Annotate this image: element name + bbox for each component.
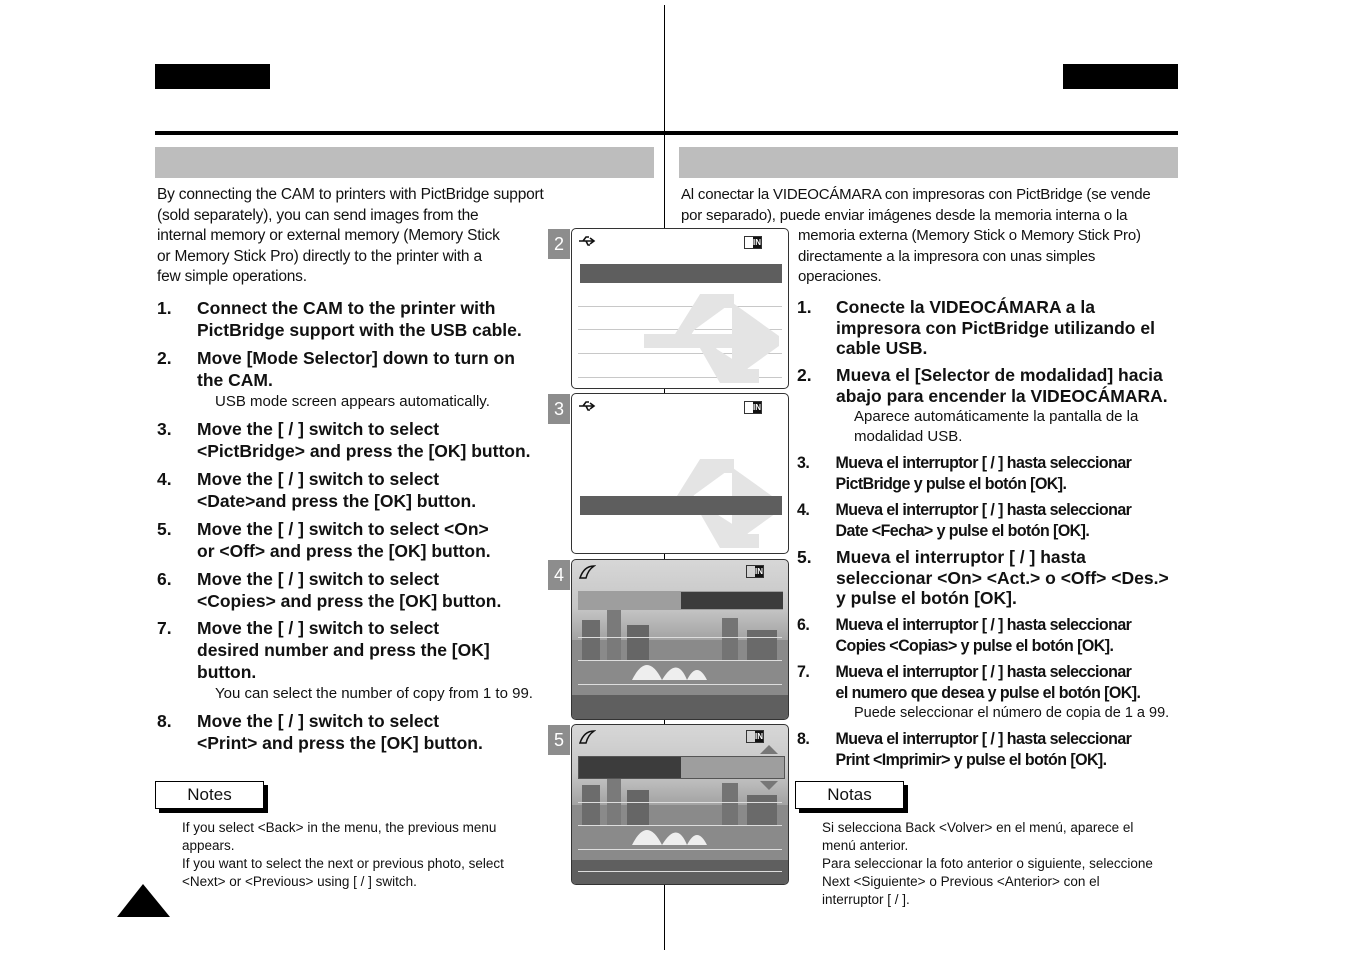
step-6-en <box>157 568 547 614</box>
notes-label-en: Notes <box>155 781 264 809</box>
usb-icon <box>578 400 596 412</box>
step-line: Move the [ / ] switch to select <box>197 569 440 589</box>
step-line: the CAM. <box>197 370 273 390</box>
step-6-es <box>797 615 1182 657</box>
step-line: <Copies> and press the [OK] button. <box>197 591 502 611</box>
step-number: 6. <box>157 569 172 589</box>
step-line: Mueva el interruptor [ / ] hasta seleccionar <box>835 729 1132 748</box>
memory-badge: IN <box>753 403 761 412</box>
step-line: Mueva el interruptor [ / ] hasta seleccionar <box>835 662 1132 681</box>
memory-badge: IN <box>753 238 761 247</box>
step-number: 3. <box>157 419 172 439</box>
notes-line: appears. <box>182 838 235 853</box>
header-language-bar-left <box>155 64 270 89</box>
intro-line: Al conectar la VIDEOCÁMARA con impresoras con PictBridge (se vende <box>681 186 1151 203</box>
step-line: <Print> and press the [OK] button. <box>197 733 483 753</box>
step-line: Mueva el interruptor [ / ] hasta seleccionar <box>835 500 1132 519</box>
notes-text-es <box>822 819 1182 909</box>
step-line: Move the [ / ] switch to select <On> <box>197 519 489 539</box>
step-3-es <box>797 453 1182 495</box>
internal-memory-icon <box>744 401 762 414</box>
screen-number-tag: 2 <box>548 229 570 259</box>
step-line: cable USB. <box>836 338 928 358</box>
step-line: <PictBridge> and press the [OK] button. <box>197 441 531 461</box>
memory-badge: IN <box>755 567 763 576</box>
notes-line: If you want to select the next or previous photo, select <box>182 856 504 871</box>
step-number: 2. <box>157 348 172 368</box>
step-number: 1. <box>157 298 172 318</box>
notes-label-es: Notas <box>795 781 904 809</box>
step-2-note-en: USB mode screen appears automatically. <box>215 393 490 410</box>
step-line: Move the [ / ] switch to select <box>197 469 440 489</box>
up-arrow-icon <box>760 745 778 754</box>
notes-line: Si selecciona Back <Volver> en el menú, aparece el <box>822 820 1134 835</box>
step-number: 7. <box>157 618 172 638</box>
step-number: 8. <box>797 729 810 748</box>
pictbridge-icon <box>578 729 596 745</box>
memory-badge: IN <box>755 732 763 741</box>
lcd-screen-pictbridge-select <box>571 393 789 554</box>
step-number: 2. <box>797 365 812 385</box>
intro-line: or Memory Stick Pro) directly to the printer with a <box>157 247 482 265</box>
notes-line: <Next> or <Previous> using [ / ] switch. <box>182 874 417 889</box>
step-line: PictBridge y pulse el botón [OK]. <box>835 473 1067 493</box>
lcd-screen-print-menu-date <box>571 559 789 720</box>
step-line: Move the [ / ] switch to select <box>197 618 440 638</box>
step-number: 8. <box>157 711 172 731</box>
step-8-es <box>797 729 1182 771</box>
step-line: Copies <Copias> y pulse el botón [OK]. <box>835 635 1114 655</box>
step-number: 5. <box>157 519 172 539</box>
step-line: Move the [ / ] switch to select <box>197 419 440 439</box>
screen-number-tag: 3 <box>548 394 570 424</box>
internal-memory-icon <box>746 565 764 578</box>
step-number: 1. <box>797 297 812 317</box>
step-7-es <box>797 662 1182 704</box>
step-7-note-en: You can select the number of copy from 1 to 99. <box>215 685 533 702</box>
step-line: y pulse el botón [OK]. <box>836 588 1017 608</box>
intro-text-es <box>681 185 1181 288</box>
step-number: 3. <box>797 453 810 472</box>
section-title-bar-right <box>679 147 1178 178</box>
menu-label-highlight <box>579 757 681 778</box>
step-2-es <box>797 365 1187 407</box>
intro-text-en <box>157 185 577 288</box>
step-number: 5. <box>797 547 812 567</box>
intro-line: memoria externa (Memory Stick o Memory Stick Pro) <box>798 227 1141 244</box>
screen-number-tag: 5 <box>548 725 570 755</box>
intro-line: (sold separately), you can send images from the <box>157 206 479 224</box>
step-line: PictBridge support with the USB cable. <box>197 320 522 340</box>
notes-text-en <box>182 819 552 891</box>
step-5-es <box>797 547 1187 609</box>
lcd-screen-print-menu-copies <box>571 724 789 885</box>
step-line: or <Off> and press the [OK] button. <box>197 541 491 561</box>
intro-line: few simple operations. <box>157 268 307 285</box>
page-corner-triangle <box>117 884 170 918</box>
step-line: Mueva el [Selector de modalidad] hacia <box>836 365 1163 385</box>
note-line: Puede seleccionar el número de copia de 1 a 99. <box>854 705 1170 721</box>
pictbridge-icon <box>578 564 596 580</box>
step-line: Mueva el interruptor [ / ] hasta <box>836 547 1086 567</box>
note-line: Aparece automáticamente la pantalla de la <box>854 408 1139 425</box>
step-line: Date <Fecha> y pulse el botón [OK]. <box>835 520 1090 540</box>
step-line: Conecte la VIDEOCÁMARA a la <box>836 297 1095 317</box>
step-number: 4. <box>157 469 172 489</box>
step-line: Move [Mode Selector] down to turn on <box>197 348 515 368</box>
notes-line: Para seleccionar la foto anterior o siguiente, seleccione <box>822 856 1153 871</box>
step-7-en <box>157 617 547 685</box>
step-4-en <box>157 468 547 514</box>
note-line: modalidad USB. <box>854 428 963 445</box>
step-4-es <box>797 500 1182 542</box>
step-line: seleccionar <On> <Act.> o <Off> <Des.> <box>836 567 1169 588</box>
step-line: desired number and press the [OK] <box>197 640 490 660</box>
step-3-en <box>157 418 557 464</box>
intro-line: By connecting the CAM to printers with PictBridge support <box>157 186 544 203</box>
step-line: impresora con PictBridge utilizando el <box>836 317 1155 338</box>
notes-line: interruptor [ / ]. <box>822 892 910 907</box>
header-language-bar-right <box>1063 64 1178 89</box>
step-line: button. <box>197 662 257 682</box>
step-line: el numero que desea y pulse el botón [OK]. <box>835 682 1141 702</box>
step-2-note-es <box>854 407 1138 447</box>
step-number: 4. <box>797 500 810 519</box>
step-number: 6. <box>797 615 810 634</box>
step-line: Print <Imprimir> y pulse el botón [OK]. <box>835 749 1107 769</box>
step-5-en <box>157 518 547 564</box>
menu-value-highlight <box>681 592 783 609</box>
down-arrow-icon <box>760 781 778 790</box>
notes-line: menú anterior. <box>822 838 909 853</box>
step-line: Move the [ / ] switch to select <box>197 711 440 731</box>
header-rule <box>155 131 1178 135</box>
internal-memory-icon <box>746 730 764 743</box>
intro-line: internal memory or external memory (Memory Stick <box>157 227 500 244</box>
usb-watermark-icon <box>624 291 779 386</box>
usb-icon <box>578 235 596 247</box>
step-line: Mueva el interruptor [ / ] hasta seleccionar <box>835 615 1132 634</box>
step-number: 7. <box>797 662 810 681</box>
screen-number-tag: 4 <box>548 560 570 590</box>
menu-highlight <box>580 496 782 515</box>
step-line: abajo para encender la VIDEOCÁMARA. <box>836 385 1168 406</box>
section-title-bar-left <box>155 147 654 178</box>
step-7-note-es <box>854 703 1169 723</box>
notes-line: Next <Siguiente> o Previous <Anterior> con el <box>822 874 1100 889</box>
step-8-en <box>157 710 547 756</box>
intro-line: directamente a la impresora con unas simples <box>798 247 1096 265</box>
step-1-es <box>797 297 1187 359</box>
notes-line: If you select <Back> in the menu, the previous menu <box>182 820 497 835</box>
intro-line: operaciones. <box>798 268 882 285</box>
step-1-en <box>157 297 547 343</box>
step-line: <Date>and press the [OK] button. <box>197 491 477 511</box>
step-line: Mueva el interruptor [ / ] hasta seleccionar <box>835 453 1132 472</box>
intro-line: por separado), puede enviar imágenes desde la memoria interna o la <box>681 206 1128 224</box>
step-line: Connect the CAM to the printer with <box>197 298 496 318</box>
